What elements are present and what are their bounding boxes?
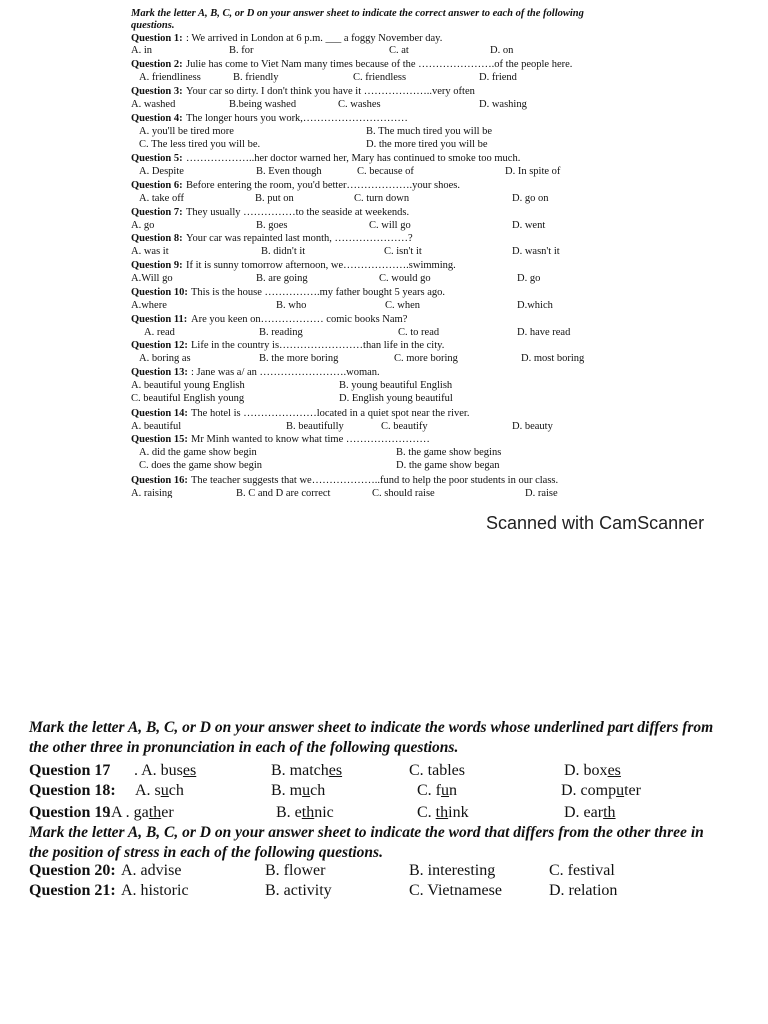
camscanner-watermark: Scanned with CamScanner <box>486 513 705 533</box>
option-a: A. such <box>135 782 184 799</box>
option-c: C. would go <box>379 273 431 284</box>
question-label: Question 1: <box>131 33 183 44</box>
question-label: Question 11: <box>131 314 188 325</box>
instruction-line: Mark the letter A, B, C, or D on your answer sheet to indicate the words whose underlined part differs from <box>29 719 714 736</box>
question-stem: The hotel is …………………located in a quiet spot near the river. <box>191 408 470 419</box>
instruction-line: the position of stress in each of the following questions. <box>29 844 383 861</box>
option-a: . A. buses <box>134 762 197 779</box>
option-c: C. to read <box>398 327 440 338</box>
option-a: A. beautiful young English <box>131 380 245 391</box>
option-c: C. beautify <box>381 421 428 432</box>
option-b: B. C and D are correct <box>236 488 331 498</box>
question-stem: Before entering the room, you'd better……………….your shoes. <box>186 180 460 191</box>
option-c: B. interesting <box>409 862 496 879</box>
option-b: B. Even though <box>256 166 322 177</box>
question-stem: : Jane was a/ an …………………….woman. <box>191 367 380 378</box>
instruction-line: the other three in pronunciation in each of the following questions. <box>29 739 459 756</box>
option-b: B. the more boring <box>259 353 339 364</box>
option-c: C. tables <box>409 762 465 779</box>
question-label: Question 6: <box>131 180 183 191</box>
question-label: Question 21: <box>29 882 116 899</box>
question-label: Question 18: <box>29 782 116 799</box>
option-b: B. matches <box>271 762 343 779</box>
option-a: A. raising <box>131 488 173 498</box>
option-a: A. boring as <box>139 353 191 364</box>
option-b: B. put on <box>255 193 294 204</box>
option-a: A. read <box>144 327 175 338</box>
option-c: C. should raise <box>372 488 435 498</box>
option-b: B. who <box>276 300 307 311</box>
question-label: Question 14: <box>131 408 188 419</box>
option-b: B. ethnic <box>276 804 334 821</box>
question-label: Question 17 <box>29 762 111 779</box>
question-stem: Are you keen on……………… comic books Nam? <box>191 314 408 325</box>
option-c: C. think <box>417 804 469 821</box>
option-d: D. friend <box>479 72 517 83</box>
option-a: A. advise <box>121 862 182 879</box>
option-d: D. boxes <box>564 762 621 779</box>
question-label: Question 10: <box>131 287 188 298</box>
option-c: C. isn't it <box>384 246 422 257</box>
option-d: C. festival <box>549 862 615 879</box>
option-b: B. much <box>271 782 326 799</box>
option-c: C. does the game show begin <box>139 460 263 471</box>
option-c: C. beautiful English young <box>131 393 245 404</box>
option-d: D. washing <box>479 99 527 110</box>
question-label: Question 8: <box>131 233 183 244</box>
option-a: A. did the game show begin <box>139 447 257 458</box>
question-label: Question 4: <box>131 113 183 124</box>
option-d: D. earth <box>564 804 616 821</box>
option-d: D. on <box>490 45 514 56</box>
question-stem: : We arrived in London at 6 p.m. ___ a foggy November day. <box>186 33 443 44</box>
question-label: Question 19 <box>29 804 111 821</box>
option-a: A. was it <box>131 246 169 257</box>
option-b: B. activity <box>265 882 332 899</box>
question-label: Question 2: <box>131 59 183 70</box>
option-d: D.which <box>517 300 553 311</box>
option-a: A. Despite <box>139 166 184 177</box>
option-b: B.being washed <box>229 99 297 110</box>
option-b: B. reading <box>259 327 303 338</box>
option-d: D. go <box>517 273 541 284</box>
option-d: D. the game show began <box>396 460 500 471</box>
option-d: D. relation <box>549 882 618 899</box>
question-stem: This is the house …………….my father bought 5 years ago. <box>191 287 445 298</box>
question-label: Question 9: <box>131 260 183 271</box>
question-label: Question 7: <box>131 207 183 218</box>
question-label: Question 12: <box>131 340 188 351</box>
option-b: B. are going <box>256 273 308 284</box>
option-c: C. The less tired you will be. <box>139 139 261 150</box>
question-label: Question 16: <box>131 475 188 486</box>
option-d: D. English young beautiful <box>339 393 453 404</box>
question-label: Question 20: <box>29 862 116 879</box>
option-a: A. in <box>131 45 152 56</box>
option-c: C. washes <box>338 99 381 110</box>
option-b: B. goes <box>256 220 288 231</box>
option-b: B. didn't it <box>261 246 306 257</box>
question-stem: They usually ……………to the seaside at weekends. <box>186 207 410 218</box>
option-a: A. you'll be tired more <box>139 126 234 137</box>
option-b: B. flower <box>265 862 326 879</box>
option-c: C. Vietnamese <box>409 882 502 899</box>
question-stem: The longer hours you work,………………………… <box>186 113 408 124</box>
scan-section-1 <box>0 0 768 498</box>
instruction-line: Mark the letter A, B, C, or D on your answer sheet to indicate the correct answer to each of the following <box>131 8 584 19</box>
option-c: C. will go <box>369 220 411 231</box>
option-b: B. the game show begins <box>396 447 502 458</box>
option-b: B. for <box>229 45 254 56</box>
option-a: .A . gather <box>107 804 174 821</box>
instruction-line: Mark the letter A, B, C, or D on your answer sheet to indicate the word that differs from the other three in <box>29 824 704 841</box>
question-stem: If it is sunny tomorrow afternoon, we……………….swimming. <box>186 260 456 271</box>
option-d: D. have read <box>517 327 571 338</box>
option-c: C. at <box>389 45 409 56</box>
option-c: C. turn down <box>354 193 410 204</box>
instruction-line: questions. <box>131 20 175 31</box>
option-d: D. the more tired you will be <box>366 139 488 150</box>
option-c: C. more boring <box>394 353 458 364</box>
question-stem: ………………..her doctor warned her, Mary has continued to smoke too much. <box>186 153 521 164</box>
option-d: D. raise <box>525 488 558 498</box>
option-d: D. went <box>512 220 546 231</box>
option-d: D. computer <box>561 782 641 799</box>
option-d: D. beauty <box>512 421 553 432</box>
option-b: B. The much tired you will be <box>366 126 493 137</box>
question-stem: Julie has come to Viet Nam many times because of the ………………….of the people here. <box>186 59 573 70</box>
option-d: D. go on <box>512 193 549 204</box>
option-a: A. go <box>131 220 155 231</box>
option-b: B. friendly <box>233 72 279 83</box>
option-a: A.where <box>131 300 167 311</box>
question-stem: Your car so dirty. I don't think you have it ………………..very often <box>186 86 475 97</box>
option-a: A.Will go <box>131 273 173 284</box>
option-c: C. when <box>385 300 420 311</box>
option-d: D. most boring <box>521 353 585 364</box>
question-stem: Your car was repainted last month, …………………? <box>186 233 413 244</box>
question-stem: Mr Minh wanted to know what time …………………… <box>191 434 430 445</box>
question-label: Question 13: <box>131 367 188 378</box>
question-label: Question 5: <box>131 153 183 164</box>
option-c: C. because of <box>357 166 414 177</box>
option-b: B. young beautiful English <box>339 380 453 391</box>
option-c: C. friendless <box>353 72 407 83</box>
question-label: Question 15: <box>131 434 188 445</box>
question-label: Question 3: <box>131 86 183 97</box>
question-stem: The teacher suggests that we………………..fund to help the poor students in our class. <box>191 475 559 486</box>
option-a: A. beautiful <box>131 421 182 432</box>
question-stem: Life in the country is……………………than life in the city. <box>191 340 445 351</box>
option-a: A. historic <box>121 882 189 899</box>
option-c: C. fun <box>417 782 457 799</box>
option-b: B. beautifully <box>286 421 344 432</box>
option-d: D. wasn't it <box>512 246 560 257</box>
option-a: A. washed <box>131 99 176 110</box>
option-a: A. take off <box>139 193 184 204</box>
option-d: D. In spite of <box>505 166 561 177</box>
option-a: A. friendliness <box>139 72 201 83</box>
